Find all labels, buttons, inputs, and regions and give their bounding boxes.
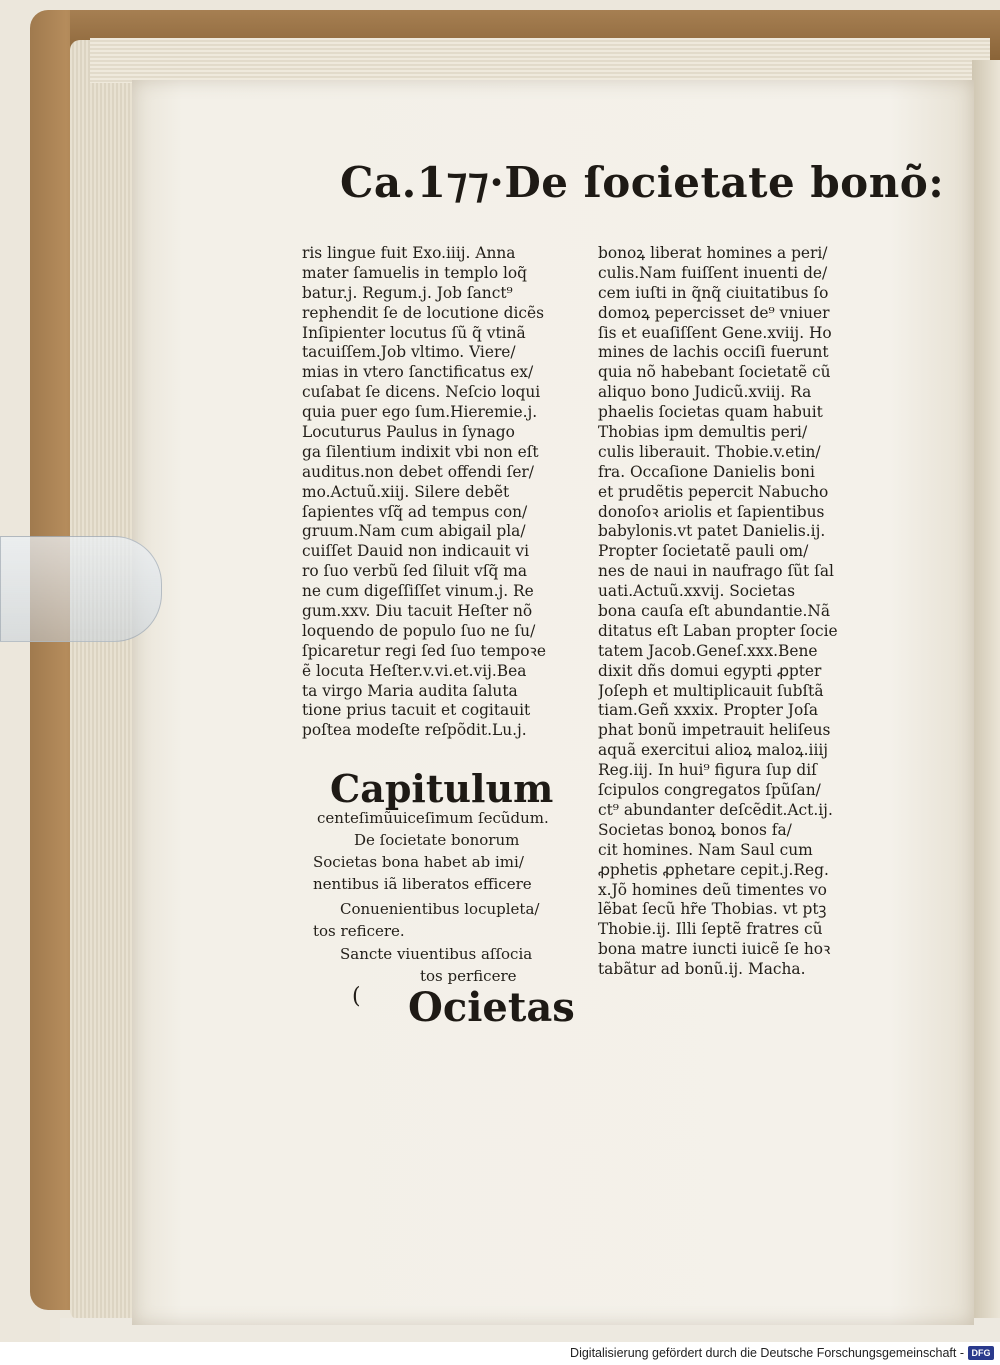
decorated-initial-word: Ocietas (408, 984, 575, 1031)
right-text-column (598, 244, 874, 980)
verse-line: tos perficere (420, 967, 517, 985)
text-line: uati.Actuũ.xxvij. Societas (598, 582, 795, 601)
text-line: donoſoꝛ ariolis et ſapientibus (598, 502, 825, 521)
text-line: ro ſuo verbũ ſed ſiluit vſq̃ ma (302, 562, 528, 581)
text-line: poſtea modeſte reſpõdit.Lu.j. (302, 721, 527, 740)
verse-line: Sancte viuentibus aſſocia (340, 945, 533, 963)
text-line: gum.xxv. Diu tacuit Heſter nõ (302, 602, 533, 621)
text-line: ſis et euaſiſſent Gene.xviij. Ho (598, 323, 832, 342)
text-line: ct⁹ abundanter deſcẽdit.Act.ij. (598, 800, 833, 819)
text-line: tiam.Geñ xxxix. Propter Joſa (598, 701, 819, 720)
text-line: cuiſſet Dauid non indicauit vi (302, 542, 530, 561)
text-line: phaelis ſocietas quam habuit (598, 403, 823, 422)
text-line: fra. Occaſione Danielis boni (598, 462, 815, 481)
text-line: ꝓphetis ꝓphetare cepit.j.Reg. (598, 860, 829, 879)
text-line: tabãtur ad bonũ.ij. Macha. (598, 960, 806, 979)
text-line: lẽbat ſecũ hr̃e Thobias. vt ptꝫ (598, 900, 827, 919)
text-line: ris lingue fuit Exo.iiij. Anna (302, 244, 516, 262)
text-line: aliquo bono Judicũ.xviij. Ra (598, 383, 812, 402)
text-line: loquendo de populo ſuo ne ſu/ (302, 621, 536, 640)
text-line: Thobias ipm demultis peri/ (598, 423, 808, 442)
capitulum-subtitle: centeſimũuiceſimum ſecũdum. (317, 809, 549, 827)
text-line: Reg.iij. In hui⁹ figura ſup diſ (598, 761, 817, 780)
capitulum-heading: Capitulum (330, 766, 554, 811)
text-line: culis liberauit. Thobie.v.etin/ (598, 442, 821, 461)
text-line: rephendit ſe de locutione dicẽs (302, 303, 545, 322)
text-line: ta virgo Maria audita ſaluta (302, 681, 518, 700)
text-line: quia nõ habebant ſocietatẽ cũ (598, 363, 831, 382)
verse-line: nentibus iã liberatos efficere (313, 875, 532, 893)
text-line: ga ſilentium indixit vbi non eſt (302, 442, 539, 461)
funding-credit: Digitalisierung gefördert durch die Deutsche Forschungsgemeinschaft - (570, 1346, 964, 1360)
text-line: Locuturus Paulus in ſynago (302, 423, 515, 442)
text-line: gruum.Nam cum abigail pla/ (302, 522, 526, 541)
text-line: tatem Jacob.Geneſ.xxx.Bene (598, 641, 818, 660)
text-line: ſcipulos congregatos ſpũſan/ (598, 781, 821, 800)
text-line: aquã exercitui alioꝝ maloꝝ.iiij (598, 741, 829, 760)
text-line: culis.Nam fuiſſent inuenti de/ (598, 263, 828, 282)
text-line: ne cum digeſſiſſet vinum.j. Re (302, 582, 534, 601)
text-line: nes de naui in naufrago ſũt ſal (598, 562, 834, 581)
verse-line: Conuenientibus locupleta/ (340, 900, 540, 918)
text-line: cem iuſti in q̃nq̃ ciuitatibus ſo (598, 283, 829, 302)
text-line: Inſipienter locutus ſũ q̃ vtinã (302, 323, 526, 342)
text-line: auditus.non debet offendi ſer/ (302, 462, 534, 481)
text-line: Thobie.ij. Illi ſeptẽ fratres cũ (598, 920, 823, 939)
text-line: quia puer ego ſum.Hieremie.j. (302, 403, 538, 422)
text-line: mias in vtero ſanctificatus ex/ (302, 363, 534, 382)
text-line: mater ſamuelis in templo loq̃ (302, 263, 528, 282)
text-line: x.Jõ homines deũ timentes vo (598, 880, 827, 899)
text-line: Propter ſocietatẽ pauli om/ (598, 542, 809, 561)
page-edges-top (90, 38, 990, 83)
text-line: batur.j. Regum.j. Job ſanct⁹ (302, 283, 513, 302)
text-line: ditatus eſt Laban propter ſocie (598, 621, 838, 640)
left-text-column (302, 244, 580, 741)
verse-line: Societas bona habet ab imi/ (313, 853, 524, 871)
text-line: domoꝝ pepercisset de⁹ vniuer (598, 303, 830, 322)
text-line: ſapientes vſq̃ ad tempus con/ (302, 502, 528, 521)
text-line: cit homines. Nam Saul cum (598, 840, 813, 859)
text-line: mines de lachis occiſi fuerunt (598, 343, 829, 362)
dfg-logo: DFG (968, 1346, 994, 1360)
facing-page-edge (972, 60, 1000, 1330)
text-line: et prudẽtis pepercit Nabucho (598, 482, 829, 501)
verse-line: De ſocietate bonorum (354, 831, 520, 849)
text-line: babylonis.vt patet Danielis.ij. (598, 522, 826, 541)
text-line: bona matre iuncti iuicẽ ſe hoꝛ (598, 940, 831, 959)
verse-line: tos reficere. (313, 922, 405, 940)
footer-bar (0, 1342, 1000, 1365)
initial-placeholder-mark: ( (352, 984, 361, 1009)
text-line: cuſabat ſe dicens. Neſcio loqui (302, 383, 541, 402)
text-line: dixit dñs domui egypti ꝓpter (598, 661, 822, 680)
text-line: bona cauſa eſt abundantie.Nã (598, 602, 830, 621)
glass-page-clip (0, 536, 162, 642)
text-line: Joſeph et multiplicauit ſubſtã (598, 681, 824, 700)
text-line: Societas bonoꝝ bonos fa/ (598, 820, 792, 839)
text-line: ẽ locuta Heſter.v.vi.et.vij.Bea (302, 661, 527, 680)
text-line: phat bonũ impetrauit heliſeus (598, 721, 831, 740)
text-line: tione prius tacuit et cogitauit (302, 701, 531, 720)
text-line: mo.Actuũ.xiij. Silere debẽt (302, 482, 510, 501)
chapter-heading: Ca.1⁊⁊·De ſocietate bonõ: (340, 158, 945, 207)
text-line: bonoꝝ liberat homines a peri/ (598, 244, 828, 262)
text-line: ſpicaretur regi ſed ſuo tempoꝛe (302, 641, 546, 660)
text-line: tacuiſſem.Job vltimo. Viere/ (302, 343, 516, 362)
